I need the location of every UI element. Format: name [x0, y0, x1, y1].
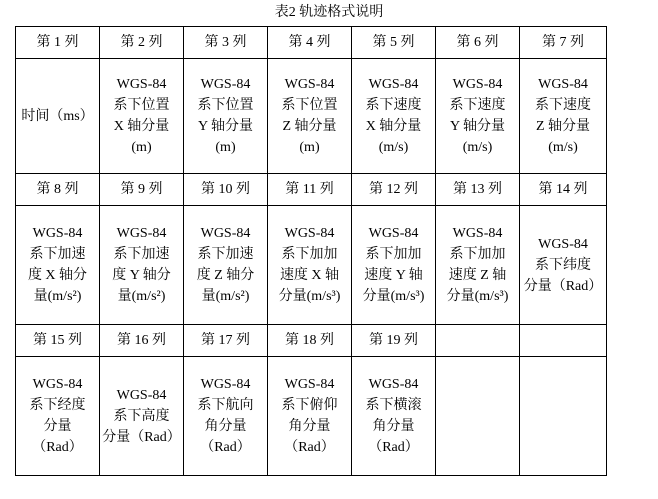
column-header-cell: 第 14 列	[520, 174, 607, 206]
cell-text-line: 速度 Y 轴	[364, 268, 423, 283]
cell-text-line: WGS-84	[200, 226, 251, 241]
column-header-cell: 第 16 列	[100, 325, 184, 357]
cell-text-line: WGS-84	[368, 226, 419, 241]
cell-text-line: X 轴分量	[365, 119, 422, 134]
column-header-cell: 第 8 列	[16, 174, 100, 206]
cell-text-line: Z 轴分量	[282, 119, 337, 134]
cell-text-line: 系下加速	[197, 247, 254, 262]
cell-text-line: WGS-84	[284, 377, 335, 392]
cell-text-line: 系下位置	[113, 98, 170, 113]
description-cell	[436, 357, 520, 476]
description-cell	[352, 357, 436, 476]
column-header-cell: 第 5 列	[352, 27, 436, 59]
cell-text-line: 分量（Rad）	[102, 429, 181, 445]
cell-text-line: （Rad）	[200, 440, 251, 455]
column-header-cell: 第 9 列	[100, 174, 184, 206]
cell-text-line: WGS-84	[32, 226, 83, 241]
cell-text-line: (m)	[215, 140, 236, 155]
header-row	[16, 325, 607, 357]
cell-text-line: WGS-84	[452, 77, 503, 92]
cell-text-line: 角分量	[288, 419, 331, 434]
cell-text-line: 分量（Rad）	[523, 278, 603, 294]
column-header-cell: 第 7 列	[520, 27, 607, 59]
cell-text-line: (m)	[131, 140, 152, 155]
cell-text-line: (m/s)	[548, 140, 578, 155]
description-cell	[184, 357, 268, 476]
cell-text-line: (m)	[299, 140, 320, 155]
header-row	[16, 174, 607, 206]
column-header-cell: 第 10 列	[184, 174, 268, 206]
header-row	[16, 27, 607, 59]
cell-text-line: 系下经度	[29, 398, 86, 413]
cell-text-line: 角分量	[372, 419, 415, 434]
column-header-cell	[520, 325, 607, 357]
cell-text-line: 速度 X 轴	[279, 268, 340, 283]
column-header-cell: 第 11 列	[268, 174, 352, 206]
column-header-cell: 第 15 列	[16, 325, 100, 357]
column-header-cell: 第 19 列	[352, 325, 436, 357]
cell-text-line: 角分量	[204, 419, 247, 434]
description-cell	[184, 59, 268, 174]
cell-text-line: 分量(m/s³)	[278, 289, 341, 304]
description-cell	[520, 59, 607, 174]
cell-text-line: 系下加加	[281, 247, 338, 262]
cell-text-line: 量(m/s²)	[201, 289, 250, 304]
cell-text-line: Y 轴分量	[197, 119, 254, 134]
column-header-cell: 第 18 列	[268, 325, 352, 357]
cell-text-line: WGS-84	[538, 236, 588, 252]
cell-text-line: 系下位置	[281, 98, 338, 113]
description-cell	[520, 357, 607, 476]
column-header-cell: 第 6 列	[436, 27, 520, 59]
cell-text-line: WGS-84	[116, 77, 167, 92]
cell-text-line: 度 Y 轴分	[112, 268, 171, 283]
cell-text-line: WGS-84	[368, 77, 419, 92]
description-cell	[16, 357, 100, 476]
description-cell	[184, 206, 268, 325]
cell-text-line: WGS-84	[200, 77, 251, 92]
cell-text-line: 量(m/s²)	[117, 289, 166, 304]
cell-text-line: X 轴分量	[113, 119, 170, 134]
column-header-cell: 第 1 列	[16, 27, 100, 59]
description-cell	[436, 59, 520, 174]
description-cell	[100, 357, 184, 476]
cell-text-line: （Rad）	[284, 440, 335, 455]
cell-text-line: 分量	[43, 419, 72, 434]
cell-text-line: 系下航向	[197, 398, 254, 413]
content-row	[16, 59, 607, 174]
cell-text-line: 系下速度	[449, 98, 506, 113]
cell-text-line: 分量(m/s³)	[362, 289, 425, 304]
cell-text-line: WGS-84	[538, 77, 588, 92]
cell-text-line: WGS-84	[284, 77, 335, 92]
description-cell	[100, 59, 184, 174]
column-header-cell: 第 13 列	[436, 174, 520, 206]
cell-text-line: Y 轴分量	[449, 119, 506, 134]
column-header-cell	[436, 325, 520, 357]
description-cell	[352, 59, 436, 174]
cell-text-line: 系下俯仰	[281, 398, 338, 413]
content-row	[16, 206, 607, 325]
cell-text-line: WGS-84	[116, 226, 167, 241]
cell-text-line: 系下速度	[535, 98, 591, 113]
cell-text-line: 分量(m/s³)	[446, 289, 509, 304]
cell-text-line: WGS-84	[368, 377, 419, 392]
cell-text-line: 度 X 轴分	[27, 268, 88, 283]
description-cell	[520, 206, 607, 325]
description-cell	[436, 206, 520, 325]
cell-text-line: WGS-84	[32, 377, 83, 392]
description-cell	[352, 206, 436, 325]
cell-text-line: 系下纬度	[535, 257, 591, 273]
cell-text-line: (m/s)	[378, 140, 409, 155]
description-cell	[16, 59, 100, 174]
description-cell	[100, 206, 184, 325]
cell-text-line: WGS-84	[200, 377, 251, 392]
column-header-cell: 第 17 列	[184, 325, 268, 357]
column-header-cell: 第 4 列	[268, 27, 352, 59]
description-cell	[268, 357, 352, 476]
description-cell	[268, 59, 352, 174]
cell-text-line: Z 轴分量	[535, 119, 591, 134]
cell-text-line: 速度 Z 轴	[448, 268, 507, 283]
content-row	[16, 357, 607, 476]
cell-text-line: 系下横滚	[365, 398, 422, 413]
cell-text-line: 系下高度	[113, 408, 170, 424]
cell-text-line: WGS-84	[452, 226, 503, 241]
cell-text-line: 时间（ms）	[21, 108, 94, 124]
cell-text-line: （Rad）	[368, 440, 419, 455]
description-cell	[16, 206, 100, 325]
cell-text-line: (m/s)	[462, 140, 493, 155]
cell-text-line: 度 Z 轴分	[196, 268, 255, 283]
cell-text-line: 系下位置	[197, 98, 254, 113]
cell-text-line: WGS-84	[284, 226, 335, 241]
cell-text-line: 系下加速	[29, 247, 86, 262]
description-cell	[268, 206, 352, 325]
cell-text-line: 量(m/s²)	[33, 289, 82, 304]
column-header-cell: 第 2 列	[100, 27, 184, 59]
table-caption: 表2 轨迹格式说明	[274, 5, 384, 20]
column-header-cell: 第 3 列	[184, 27, 268, 59]
column-header-cell: 第 12 列	[352, 174, 436, 206]
cell-text-line: 系下加加	[365, 247, 422, 262]
cell-text-line: 系下加速	[113, 247, 170, 262]
cell-text-line: 系下速度	[365, 98, 422, 113]
cell-text-line: （Rad）	[32, 440, 83, 455]
cell-text-line: WGS-84	[116, 387, 167, 403]
trajectory-format-table	[15, 26, 607, 476]
cell-text-line: 系下加加	[449, 247, 506, 262]
